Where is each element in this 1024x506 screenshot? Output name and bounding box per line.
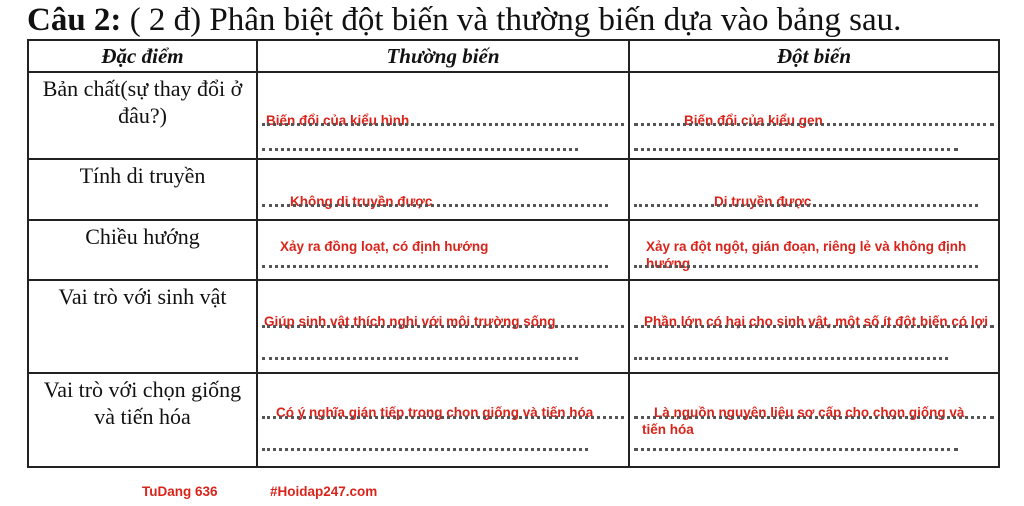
dotted-line (262, 148, 578, 151)
row-label: Vai trò với sinh vật (58, 284, 227, 309)
answer-text: Là nguồn nguyên liệu sơ cấp cho chọn giống và tiến hóa (642, 405, 965, 437)
table-row (28, 220, 999, 280)
row-label: Vai trò với chọn giống và tiến hóa (43, 377, 242, 429)
dot-bien-cell (629, 220, 999, 280)
table-row (28, 72, 999, 159)
row-label: Chiều hướng (85, 224, 200, 249)
author-credit: TuDang 636 (142, 484, 218, 499)
dotted-line (634, 204, 978, 207)
thuong-bien-cell (257, 72, 629, 159)
answer-text: Không di truyền được (290, 194, 433, 209)
dotted-line (262, 123, 624, 126)
thuong-bien-cell (257, 220, 629, 280)
answer-text: Giúp sinh vật thích nghi với môi trường sống (264, 314, 556, 329)
row-label: Bản chất(sự thay đổi ở đâu?) (42, 76, 243, 128)
site-watermark: #Hoidap247.com (270, 484, 378, 499)
header-thuong-bien: Thường biến (257, 40, 629, 72)
question-title (27, 0, 901, 40)
dot-bien-cell (629, 373, 999, 467)
dot-bien-cell (629, 72, 999, 159)
dotted-line (262, 204, 608, 207)
table-header-row (28, 40, 999, 72)
row-label-cell (28, 159, 257, 220)
answer-text: Di truyền được (714, 194, 812, 209)
header-dac-diem: Đặc điểm (28, 40, 257, 72)
dotted-line (634, 448, 958, 451)
dot-bien-cell (629, 280, 999, 373)
answer-text: Phần lớn có hại cho sinh vật, một số ít đột biến có lợi (644, 314, 988, 329)
thuong-bien-cell (257, 280, 629, 373)
table-row (28, 159, 999, 220)
question-text: ( 2 đ) Phân biệt đột biến và thường biến dựa vào bảng sau. (121, 2, 902, 38)
dotted-line (634, 325, 994, 328)
row-label-cell (28, 280, 257, 373)
table-row (28, 373, 999, 467)
row-label-cell (28, 373, 257, 467)
dotted-line (634, 416, 994, 419)
table-row (28, 280, 999, 373)
dotted-line (634, 123, 994, 126)
question-number: Câu 2: (27, 2, 122, 38)
row-label: Tính di truyền (79, 163, 206, 188)
answer-text: Xảy ra đồng loạt, có định hướng (280, 239, 489, 254)
answer-text: Biến đổi của kiểu hình (266, 113, 410, 128)
dotted-line (634, 148, 958, 151)
answer-text: Xảy ra đột ngột, gián đoạn, riêng lẻ và không định hướng (646, 239, 967, 271)
comparison-table (27, 39, 1000, 468)
thuong-bien-cell (257, 373, 629, 467)
header-dot-bien: Đột biến (629, 40, 999, 72)
dotted-line (634, 265, 978, 268)
dotted-line (262, 265, 608, 268)
dotted-line (262, 416, 624, 419)
dotted-line (634, 357, 948, 360)
answer-text: Biến đổi của kiểu gen (684, 113, 823, 128)
dotted-line (262, 448, 588, 451)
row-label-cell (28, 220, 257, 280)
answer-text: Có ý nghĩa gián tiếp trong chọn giống và tiến hóa (276, 405, 594, 420)
dotted-line (262, 357, 578, 360)
dot-bien-cell (629, 159, 999, 220)
thuong-bien-cell (257, 159, 629, 220)
dotted-line (262, 325, 624, 328)
row-label-cell (28, 72, 257, 159)
